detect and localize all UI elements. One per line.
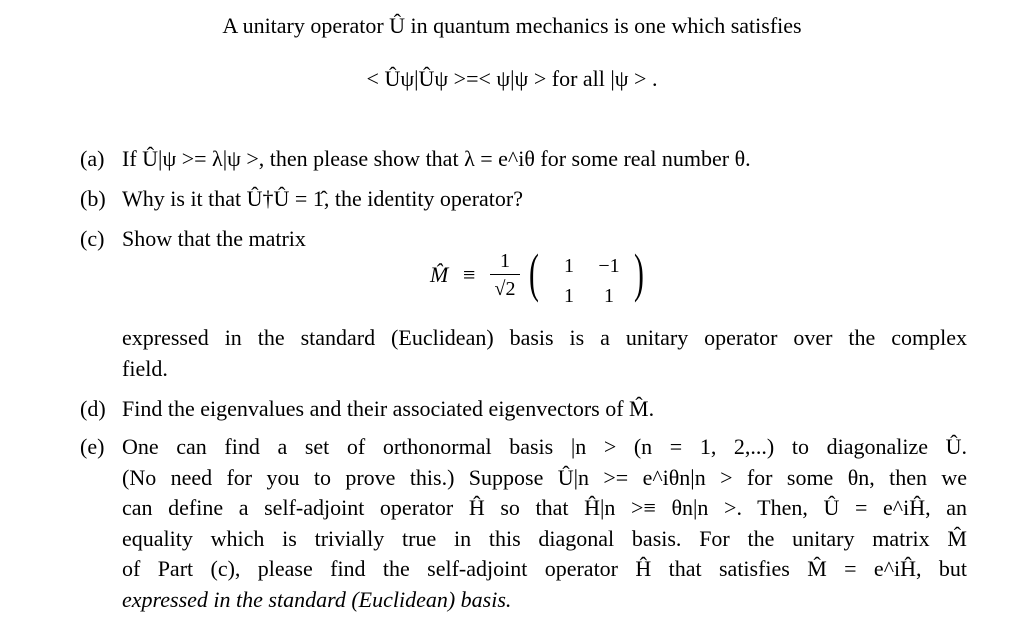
part-e-line-5: of Part (c), please find the self-adjoint operator Ĥ that satisfies M̂ = e^iĤ, but bbox=[122, 556, 967, 581]
matrix-symbol: M̂ bbox=[430, 262, 449, 287]
intro-line-1: A unitary operator Û in quantum mechanics is one which satisfies bbox=[222, 13, 802, 38]
fraction-bar bbox=[490, 274, 520, 275]
coefficient-numerator: 1 bbox=[500, 250, 510, 272]
part-a-text: If Û|ψ >= λ|ψ >, then please show that λ = e^iθ for some real number θ. bbox=[122, 146, 751, 171]
intro-line-2: < Ûψ|Ûψ >=< ψ|ψ > for all |ψ > . bbox=[366, 66, 658, 91]
part-e-line-4: equality which is trivially true in this diagonal basis. For the unitary matrix M̂ bbox=[122, 525, 967, 551]
part-c-after-line-2: field. bbox=[122, 355, 168, 381]
part-c-continuation bbox=[122, 323, 967, 384]
part-d-label: (d) bbox=[80, 396, 106, 421]
part-a-label: (a) bbox=[80, 146, 105, 171]
part-c-text: Show that the matrix bbox=[122, 226, 306, 251]
matrix-cell-12: −1 bbox=[598, 255, 620, 277]
part-e-line-2: (No need for you to prove this.) Suppose Û|n >= e^iθn|n > for some θn, then we bbox=[122, 464, 967, 490]
coefficient-denominator: √2 bbox=[494, 278, 516, 300]
part-e-line-1: One can find a set of orthonormal basis |n > (n = 1, 2,...) to diagonalize Û. bbox=[122, 434, 967, 459]
right-paren: ) bbox=[634, 243, 644, 303]
equiv-sign: ≡ bbox=[463, 262, 476, 287]
matrix-cell-21: 1 bbox=[564, 285, 574, 307]
part-e-label: (e) bbox=[80, 434, 105, 459]
matrix-m-definition bbox=[430, 244, 670, 310]
coefficient-fraction bbox=[490, 249, 520, 301]
matrix-cell-22: 1 bbox=[604, 285, 614, 307]
part-e-line-3: can define a self-adjoint operator Ĥ so that Ĥ|n >≡ θn|n >. Then, Û = e^iĤ, an bbox=[122, 495, 967, 520]
part-c-label: (c) bbox=[80, 226, 105, 251]
part-b-label: (b) bbox=[80, 186, 106, 211]
matrix-cell-11: 1 bbox=[564, 255, 574, 277]
part-c-after-line-1: expressed in the standard (Euclidean) basis is a unitary operator over the complex bbox=[122, 325, 967, 350]
part-d-text: Find the eigenvalues and their associated eigenvectors of M̂. bbox=[122, 396, 655, 421]
part-e-text bbox=[122, 432, 967, 615]
left-paren: ( bbox=[529, 243, 539, 303]
part-e-line-6: expressed in the standard (Euclidean) basis. bbox=[122, 586, 512, 612]
part-b-text: Why is it that Û†Û = 1̂, the identity operator? bbox=[122, 186, 523, 211]
